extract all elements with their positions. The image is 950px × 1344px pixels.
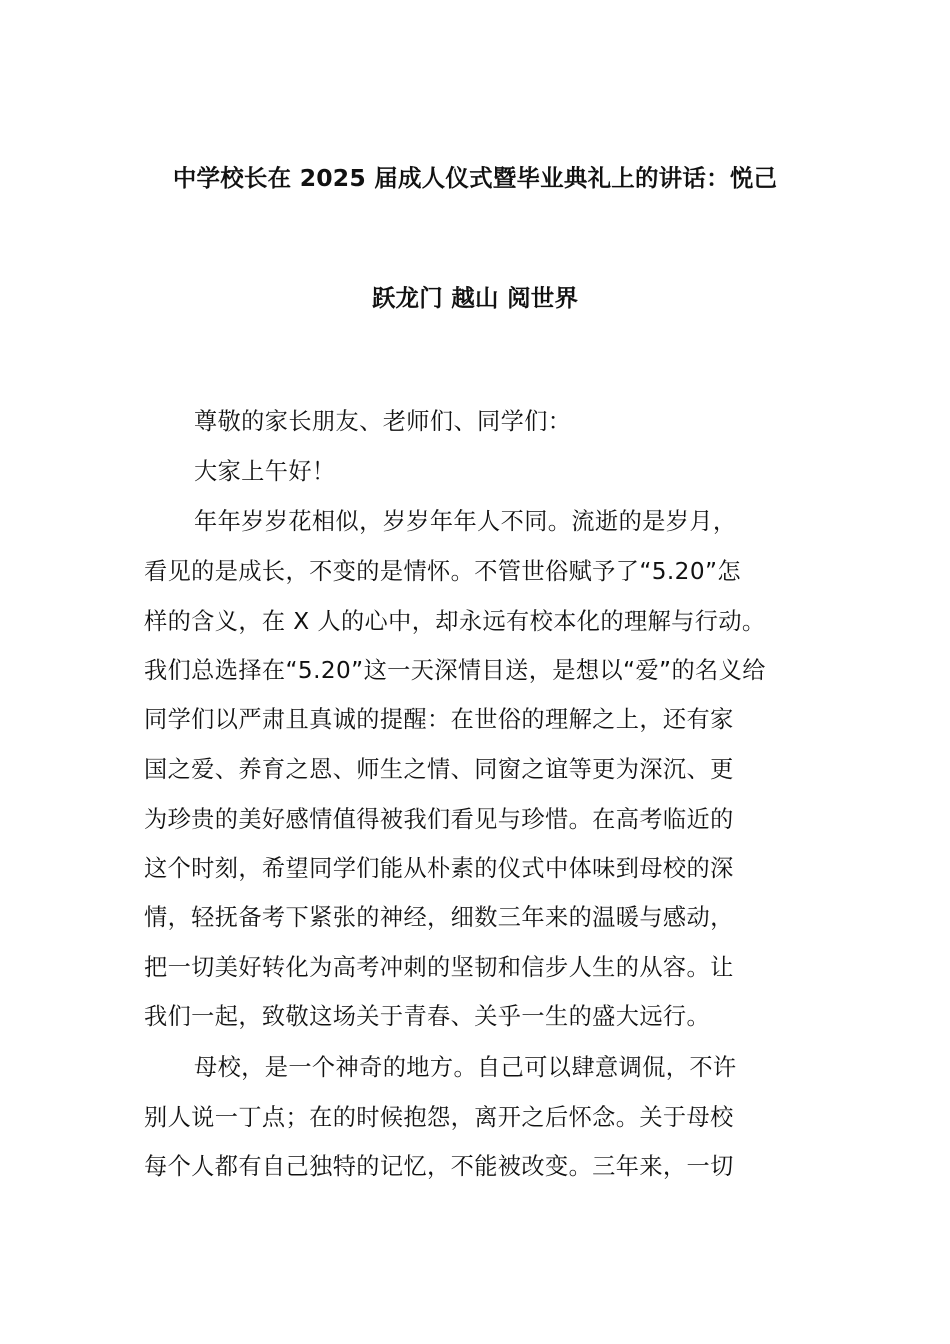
paragraph-1-line: 情，轻抚备考下紧张的神经，细数三年来的温暖与感动， bbox=[144, 904, 734, 931]
paragraph-1-line: 同学们以严肃且真诚的提醒：在世俗的理解之上，还有家 bbox=[144, 706, 734, 733]
paragraph-1-line: 年年岁岁花相似，岁岁年年人不同。流逝的是岁月， bbox=[194, 508, 737, 535]
paragraph-1-line: 看见的是成长，不变的是情怀。不管世俗赋予了“5.20”怎 bbox=[144, 558, 741, 585]
salutation: 尊敬的家长朋友、老师们、同学们： bbox=[194, 408, 572, 435]
document-title-line-1: 中学校长在 2025 届成人仪式暨毕业典礼上的讲话：悦己 bbox=[172, 164, 778, 192]
paragraph-2-line: 母校，是一个神奇的地方。自己可以肆意调侃，不许 bbox=[194, 1054, 737, 1081]
paragraph-1-line: 把一切美好转化为高考冲刺的坚韧和信步人生的从容。让 bbox=[144, 954, 734, 981]
paragraph-1-line: 我们一起，致敬这场关于青春、关乎一生的盛大远行。 bbox=[144, 1003, 711, 1030]
paragraph-2-line: 每个人都有自己独特的记忆，不能被改变。三年来，一切 bbox=[144, 1153, 734, 1180]
document-title-line-2: 跃龙门 越山 阅世界 bbox=[371, 284, 579, 312]
greeting: 大家上午好！ bbox=[194, 458, 336, 485]
paragraph-1-line: 样的含义，在 X 人的心中，却永远有校本化的理解与行动。 bbox=[144, 608, 766, 635]
paragraph-2-line: 别人说一丁点；在的时候抱怨，离开之后怀念。关于母校 bbox=[144, 1104, 734, 1131]
paragraph-1-line: 我们总选择在“5.20”这一天深情目送，是想以“爱”的名义给 bbox=[144, 657, 766, 684]
paragraph-1-line: 国之爱、养育之恩、师生之情、同窗之谊等更为深沉、更 bbox=[144, 756, 734, 783]
paragraph-1-line: 为珍贵的美好感情值得被我们看见与珍惜。在高考临近的 bbox=[144, 806, 734, 833]
paragraph-1-line: 这个时刻，希望同学们能从朴素的仪式中体味到母校的深 bbox=[144, 855, 734, 882]
